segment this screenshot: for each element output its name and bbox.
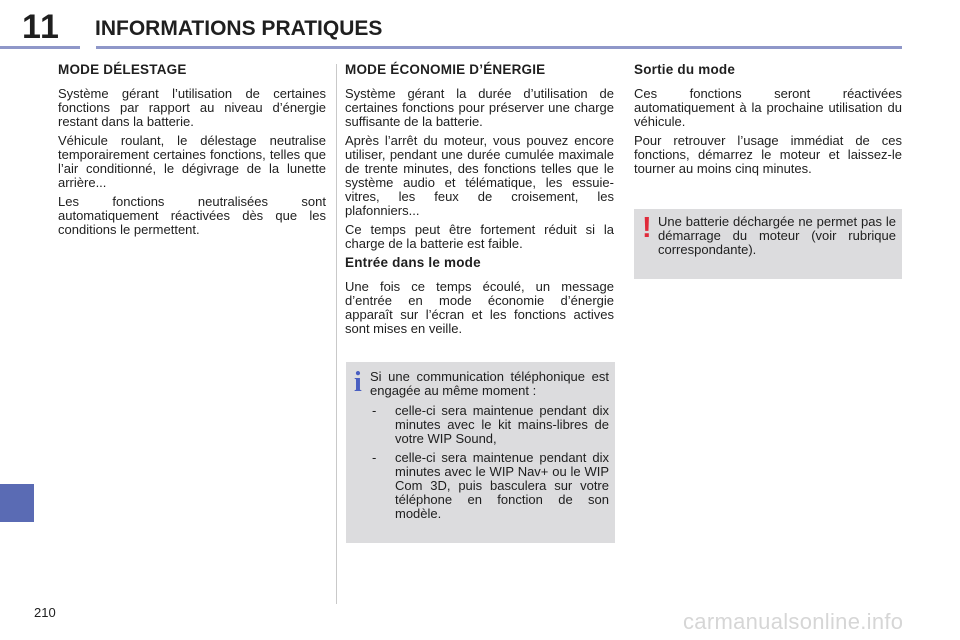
chapter-side-tab	[0, 484, 34, 522]
info-intro: Si une communication téléphonique est engagée au même moment :	[370, 369, 609, 398]
warning-icon: !	[642, 212, 652, 244]
section-mode-delestage	[58, 62, 326, 242]
section-sortie-mode	[634, 62, 902, 181]
paragraph: Pour retrouver l’usage immédiat de ces fonctions, démarrez le moteur et laissez-le tourner au moins cinq minutes.	[634, 133, 902, 176]
paragraph: Les fonctions neutralisées sont automatiquement réactivées dès que les conditions le permettent.	[58, 194, 326, 237]
section-heading: Entrée dans le mode	[345, 255, 481, 270]
header-rule	[96, 46, 902, 49]
warning-box	[634, 209, 902, 279]
section-entree-mode	[345, 255, 614, 341]
header-rule-left	[0, 46, 80, 49]
section-heading: MODE DÉLESTAGE	[58, 62, 187, 77]
info-box	[346, 362, 615, 543]
bullet-marker: -	[372, 403, 377, 418]
paragraph: Après l’arrêt du moteur, vous pouvez encore utiliser, pendant une durée cumulée maximale de trente minutes, des fonctions telles que le système audio et télématique, les essuie-vitres, les feux de croisement, les plafonniers...	[345, 133, 614, 218]
section-mode-economie	[345, 62, 614, 256]
bullet-text: celle-ci sera maintenue pendant dix minutes avec le kit mains-libres de votre WIP Sound,	[395, 403, 609, 446]
chapter-number: 11	[22, 8, 60, 46]
bullet-marker: -	[372, 450, 377, 465]
paragraph: Système gérant l’utilisation de certaines fonctions par rapport au niveau d’énergie restant dans la batterie.	[58, 86, 326, 129]
paragraph: Ces fonctions seront réactivées automatiquement à la prochaine utilisation du véhicule.	[634, 86, 902, 129]
list-item	[370, 451, 609, 521]
info-icon: i	[354, 367, 362, 398]
list-item	[370, 404, 609, 446]
page-number: 210	[34, 605, 56, 620]
bullet-text: celle-ci sera maintenue pendant dix minutes avec le WIP Nav+ ou le WIP Com 3D, puis basculera sur votre téléphone en fonction de son modèle.	[395, 450, 609, 521]
section-heading: MODE ÉCONOMIE D’ÉNERGIE	[345, 62, 546, 77]
paragraph: Une fois ce temps écoulé, un message d’entrée en mode économie d’énergie apparaît sur l’écran et les fonctions actives sont mises en veille.	[345, 279, 614, 336]
section-heading: Sortie du mode	[634, 62, 736, 77]
paragraph: Véhicule roulant, le délestage neutralise temporairement certaines fonctions, telles que l’air conditionné, le dégivrage de la lunette arrière...	[58, 133, 326, 190]
paragraph: Système gérant la durée d’utilisation de certaines fonctions pour préserver une charge suffisante de la batterie.	[345, 86, 614, 129]
watermark: carmanualsonline.info	[683, 609, 904, 634]
column-divider	[336, 64, 337, 604]
warning-text: Une batterie déchargée ne permet pas le démarrage du moteur (voir rubrique correspondante).	[658, 214, 896, 257]
page-title: INFORMATIONS PRATIQUES	[95, 17, 383, 40]
paragraph: Ce temps peut être fortement réduit si la charge de la batterie est faible.	[345, 222, 614, 251]
